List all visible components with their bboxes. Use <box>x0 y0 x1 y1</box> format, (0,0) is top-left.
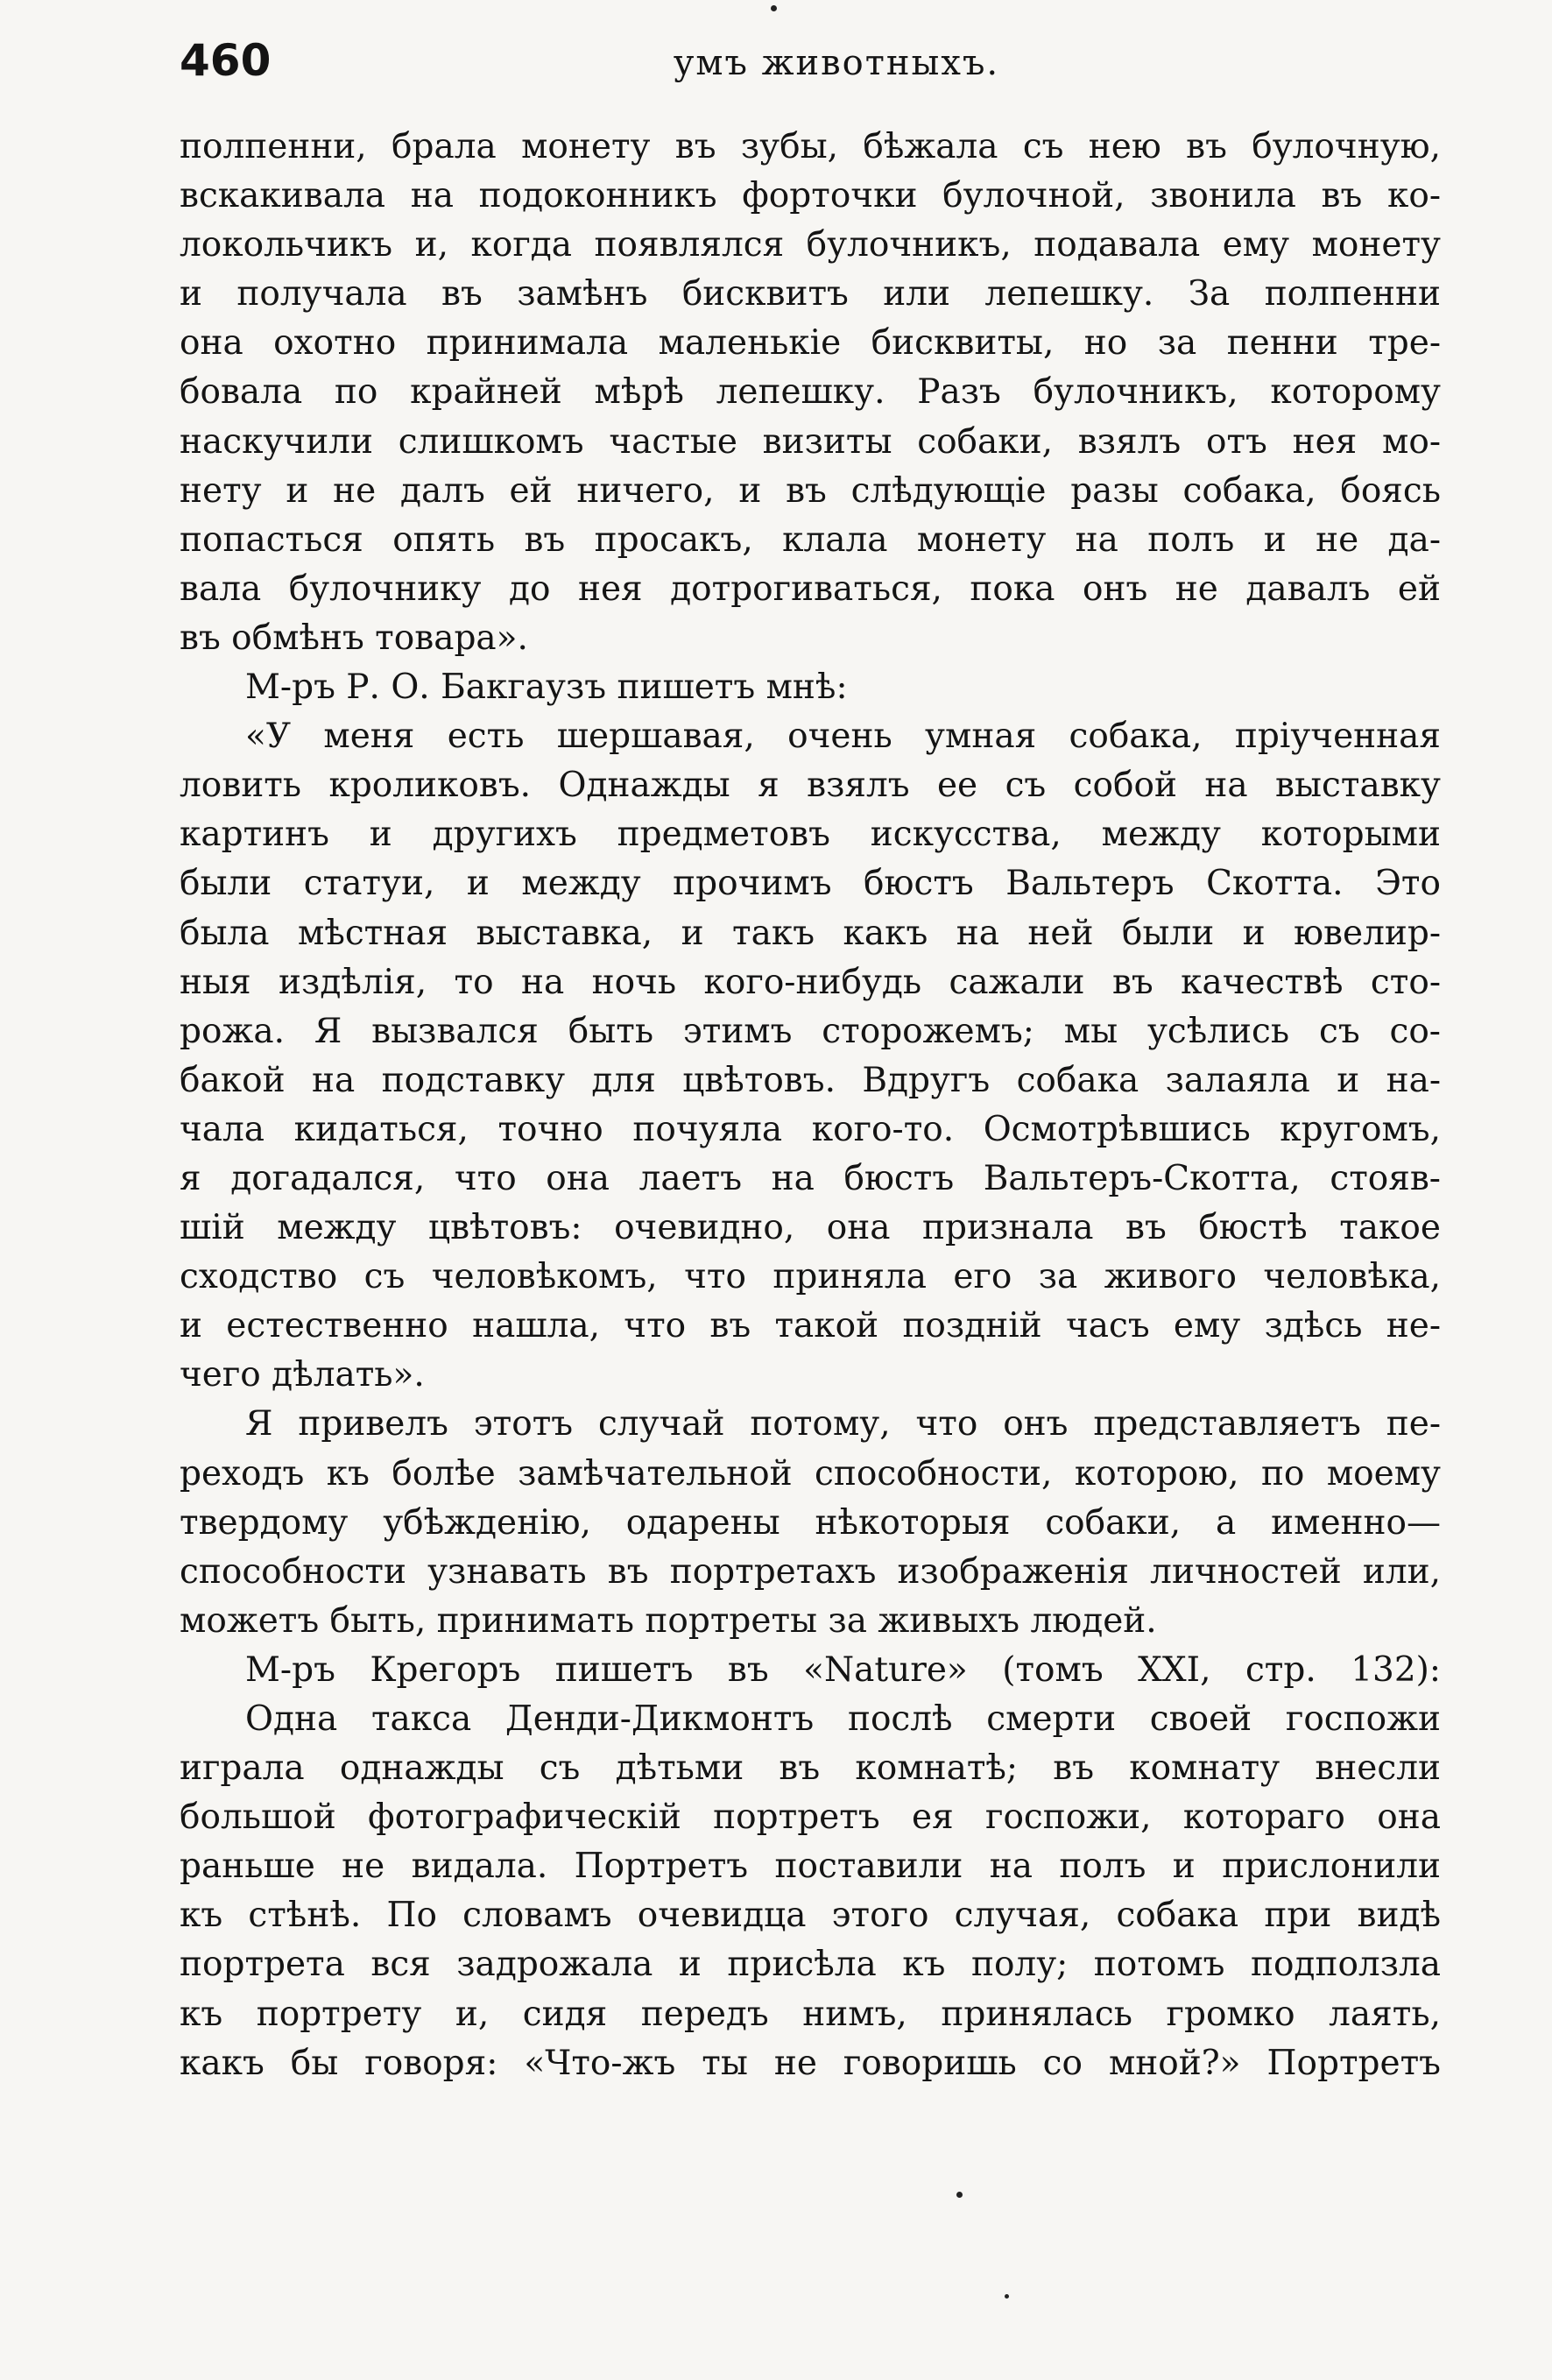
text-line: и естественно нашла, что въ такой поздній часъ ему здѣсь не- <box>180 1306 1441 1346</box>
text-line: Я привелъ этотъ случай потому, что онъ представляетъ пе- <box>245 1404 1441 1444</box>
text-line: портрета вся задрожала и присѣла къ полу; потомъ подползла <box>180 1945 1441 1985</box>
text-line: нету и не далъ ей ничего, и въ слѣдующіе разы собака, боясь <box>180 470 1441 511</box>
text-line: шій между цвѣтовъ: очевидно, она признала въ бюстѣ такое <box>180 1208 1441 1248</box>
text-line: какъ бы говоря: «Что-жъ ты не говоришь со мной?» Портретъ <box>180 2043 1441 2083</box>
text-line: способности узнавать въ портретахъ изображенія личностей или, <box>180 1551 1441 1592</box>
text-line: Одна такса Денди-Дикмонтъ послѣ смерти своей госпожи <box>245 1699 1441 1739</box>
text-line: картинъ и другихъ предметовъ искусства, между которыми <box>180 815 1441 855</box>
print-speck <box>771 5 777 11</box>
text-line: «У меня есть шершавая, очень умная собака, пріученная <box>245 717 1441 757</box>
text-line: въ обмѣнъ товара». <box>180 618 528 658</box>
text-line: наскучили слишкомъ частые визиты собаки, взялъ отъ нея мо- <box>180 421 1441 462</box>
body-text <box>180 123 1441 2088</box>
text-line: вскакивала на подоконникъ форточки булочной, звонила въ ко- <box>180 176 1441 216</box>
text-line: къ стѣнѣ. По словамъ очевидца этого случая, собака при видѣ <box>180 1896 1441 1936</box>
text-line: были статуи, и между прочимъ бюстъ Вальтеръ Скотта. Это <box>180 864 1441 904</box>
text-line: вала булочнику до нея дотрогиваться, пока онъ не давалъ ей <box>180 569 1441 609</box>
text-line: большой фотографическій портретъ ея госпожи, котораго она <box>180 1797 1441 1838</box>
page-number: 460 <box>180 35 272 86</box>
text-line: твердому убѣжденію, одарены нѣкоторыя собаки, а именно— <box>180 1502 1441 1543</box>
text-line: бакой на подставку для цвѣтовъ. Вдругъ собака залаяла и на- <box>180 1060 1441 1100</box>
text-line: раньше не видала. Портретъ поставили на полъ и прислонили <box>180 1847 1441 1887</box>
text-line: чала кидаться, точно почуяла кого-то. Осмотрѣвшись кругомъ, <box>180 1109 1441 1149</box>
page-header <box>180 33 1441 88</box>
text-line: сходство съ человѣкомъ, что приняла его за живого человѣка, <box>180 1257 1441 1297</box>
text-line: играла однажды съ дѣтьми въ комнатѣ; въ комнату внесли <box>180 1748 1441 1789</box>
text-line: можетъ быть, принимать портреты за живыхъ людей. <box>180 1600 1157 1641</box>
text-line: реходъ къ болѣе замѣчательной способности, которою, по моему <box>180 1453 1441 1494</box>
text-line: попасться опять въ просакъ, клала монету на полъ и не да- <box>180 519 1441 560</box>
text-line: М-ръ Р. О. Бакгаузъ пишетъ мнѣ: <box>245 667 848 708</box>
text-line: я догадался, что она лаетъ на бюстъ Вальтеръ-Скотта, стояв- <box>180 1158 1441 1198</box>
text-line: бовала по крайней мѣрѣ лепешку. Разъ булочникъ, которому <box>180 372 1441 413</box>
print-speck <box>1005 2294 1009 2299</box>
print-speck <box>956 2192 963 2198</box>
text-line: рожа. Я вызвался быть этимъ сторожемъ; мы усѣлись съ со- <box>180 1011 1441 1051</box>
text-line: она охотно принимала маленькіе бисквиты, но за пенни тре- <box>180 323 1441 364</box>
text-line: была мѣстная выставка, и такъ какъ на ней были и ювелир- <box>180 913 1441 953</box>
text-line: къ портрету и, сидя передъ нимъ, принялась громко лаять, <box>180 1994 1441 2034</box>
text-line: ловить кроликовъ. Однажды я взялъ ее съ собой на выставку <box>180 766 1441 806</box>
text-line: чего дѣлать». <box>180 1355 425 1395</box>
text-line: и получала въ замѣнъ бисквитъ или лепешку. За полпенни <box>180 274 1441 314</box>
running-title: умъ животныхъ. <box>673 43 1000 83</box>
text-line: локольчикъ и, когда появлялся булочникъ, подавала ему монету <box>180 225 1441 265</box>
text-line: ныя издѣлія, то на ночь кого-нибудь сажали въ качествѣ сто- <box>180 962 1441 1002</box>
text-line: полпенни, брала монету въ зубы, бѣжала съ нею въ булочную, <box>180 127 1441 166</box>
text-line: М-ръ Крегоръ пишетъ въ «Nature» (томъ XXI, стр. 132): <box>245 1649 1441 1690</box>
